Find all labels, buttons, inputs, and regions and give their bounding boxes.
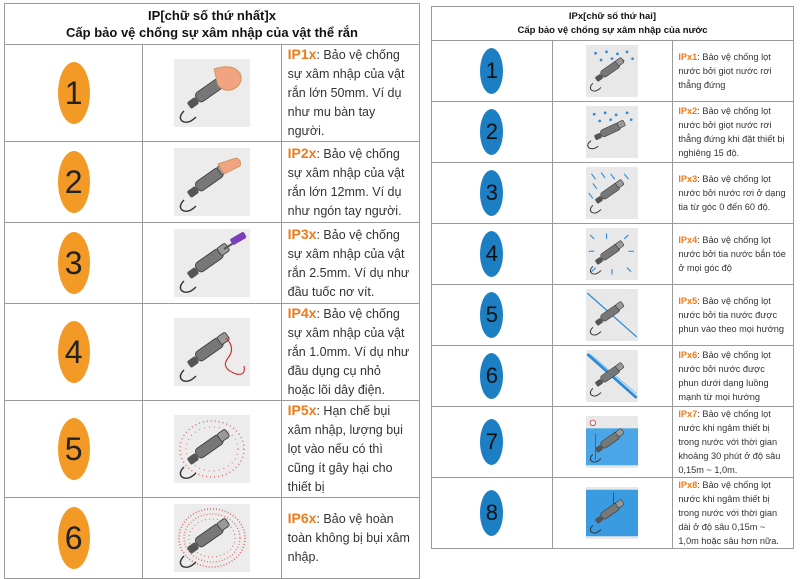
level-badge: 3 [58, 232, 90, 294]
water-jet-icon [586, 289, 638, 341]
table-row [5, 142, 420, 223]
solid-header-subtitle: Cấp bảo vệ chống sự xâm nhập của vật thể rắn [66, 25, 358, 40]
wire-icon [174, 318, 250, 386]
water-header-subtitle: Cấp bảo vệ chống sự xâm nhập của nước [517, 24, 708, 36]
screwdriver-icon [174, 229, 250, 297]
ip-description: : Bảo vệ chống lọt nước bởi nước rơi ở dạng tia từ góc 0 đến 60 độ. [678, 174, 786, 212]
ip-description: : Bảo vệ chống lọt nước bởi tia nước bắn tóe ở mọi góc độ [678, 235, 786, 273]
ip-code: IP3x [287, 225, 317, 242]
ip-code: IPx7 [678, 409, 698, 419]
ip-description: : Bảo vệ chống sự xâm nhập của vật rắn 1.0mm. Ví dụ như đầu dụng cụ nhỏ hoặc lõi dây điện. [287, 307, 410, 397]
level-badge: 2 [58, 151, 90, 213]
table-row [432, 478, 794, 549]
ip-code: IP2x [287, 144, 317, 161]
finger-icon [174, 148, 250, 216]
level-badge: 1 [58, 62, 90, 124]
splash-icon [586, 228, 638, 280]
dust-limited-icon [174, 415, 250, 483]
ip-description: : Bảo vệ chống sự xâm nhập của vật rắn 2.5mm. Ví dụ như đầu tuốc nơ vít. [287, 227, 410, 299]
ip-code: IPx5 [678, 296, 698, 306]
ip-code: IPx4 [678, 235, 698, 245]
level-badge: 4 [480, 231, 503, 277]
submersion-icon [586, 487, 638, 539]
table-row [432, 163, 794, 224]
hand-back-icon [174, 59, 250, 127]
water-protection-table [431, 6, 794, 549]
ip-description: : Bảo vệ chống lọt nước bởi giọt nước rơi thẳng đứng [678, 52, 772, 90]
table-row [5, 498, 420, 579]
ip-code: IP4x [287, 305, 317, 321]
level-badge: 6 [480, 353, 503, 399]
level-badge: 6 [58, 507, 90, 569]
ip-code: IPx8 [678, 480, 698, 490]
table-row [432, 41, 794, 102]
tilted-drops-icon [586, 106, 638, 158]
ip-description: : Bảo vệ chống sự xâm nhập của vật rắn lớn 50mm. Ví dụ như mu bàn tay người. [287, 48, 405, 138]
table-row [432, 407, 794, 478]
level-badge: 5 [480, 292, 503, 338]
ip-description: : Bảo vệ chống sự xâm nhập của vật rắn lớn 12mm. Ví dụ như ngón tay người. [287, 146, 405, 218]
spray-icon [586, 167, 638, 219]
ip-code: IP5x [287, 402, 317, 418]
powerful-jet-icon [586, 350, 638, 402]
ip-description: : Bảo vệ chống lọt nước khi ngâm thiết bị trong nước với thời gian dài ở độ sâu 0,15m ~ 1,0m hoặc sâu hơn nữa. [678, 480, 779, 546]
ip-description: : Hạn chế bụi xâm nhập, lượng bụi lọt vào nếu có thì cũng ít gây hại cho thiết bị [287, 404, 403, 494]
level-badge: 8 [480, 490, 503, 536]
solid-protection-table [4, 3, 420, 579]
level-badge: 7 [480, 419, 503, 465]
ip-code: IPx2 [678, 106, 698, 116]
immersion-icon [586, 416, 638, 468]
ip-code: IPx3 [678, 174, 698, 184]
level-badge: 2 [480, 109, 503, 155]
table-row [432, 285, 794, 346]
table-row [432, 346, 794, 407]
table-row [5, 45, 420, 142]
level-badge: 1 [480, 48, 503, 94]
level-badge: 5 [58, 418, 90, 480]
table-row [432, 102, 794, 163]
ip-code: IPx1 [678, 52, 698, 62]
dust-tight-icon [174, 504, 250, 572]
vertical-drops-icon [586, 45, 638, 97]
ip-description: : Bảo vệ chống lọt nước bởi tia nước được phun vào theo mọi hướng [678, 296, 784, 334]
solid-protection-header [5, 4, 420, 45]
water-header-title: IPx[chữ số thứ hai] [568, 10, 657, 22]
table-row [5, 401, 420, 498]
ip-description: : Bảo vệ chống lọt nước khi ngâm thiết bị trong nước với thời gian khoảng 30 phút ở độ sâu 0,15m ~ 1,0m. [678, 409, 781, 475]
water-protection-header [432, 7, 794, 41]
level-badge: 4 [58, 321, 90, 383]
ip-code: IPx6 [678, 350, 698, 360]
ip-code: IP6x [287, 510, 317, 526]
ip-code: IP1x [287, 46, 317, 62]
solid-header-title: IP[chữ số thứ nhất]x [148, 8, 276, 23]
ip-description: : Bảo vệ hoàn toàn không bị bụi xâm nhập. [287, 512, 410, 564]
table-row [5, 223, 420, 304]
ip-description: : Bảo vệ chống lọt nước bởi nước được phun dưới dạng luồng mạnh từ mọi hướng [678, 350, 771, 402]
ip-description: : Bảo vệ chống lọt nước bởi giọt nước rơi thẳng đứng khi đặt thiết bị nghiêng 15 độ. [678, 106, 785, 158]
table-row [432, 224, 794, 285]
table-row [5, 304, 420, 401]
level-badge: 3 [480, 170, 503, 216]
